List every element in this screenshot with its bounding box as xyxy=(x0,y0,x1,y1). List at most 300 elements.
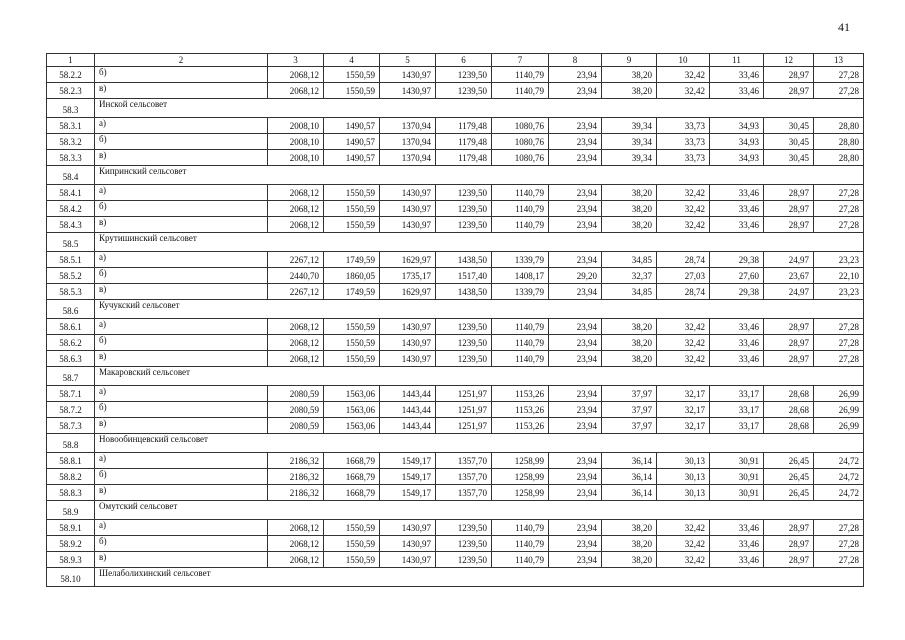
row-label: б) xyxy=(95,335,268,351)
value-cell: 1550,59 xyxy=(324,536,380,552)
row-label: б) xyxy=(95,268,268,284)
value-cell: 1430,97 xyxy=(380,83,436,99)
value-cell: 1357,70 xyxy=(436,485,492,501)
row-code: 58.2.2 xyxy=(47,67,95,83)
value-cell: 28,80 xyxy=(814,134,864,150)
table-row xyxy=(47,552,864,568)
row-code: 58.4.2 xyxy=(47,201,95,217)
row-label: б) xyxy=(95,134,268,150)
value-cell: 1140,79 xyxy=(492,201,549,217)
value-cell: 1517,40 xyxy=(436,268,492,284)
value-cell: 28,97 xyxy=(764,351,814,367)
value-cell: 33,46 xyxy=(710,536,764,552)
value-cell: 1668,79 xyxy=(324,453,380,469)
value-cell: 38,20 xyxy=(602,185,657,201)
value-cell: 26,99 xyxy=(814,386,864,402)
value-cell: 1550,59 xyxy=(324,67,380,83)
value-cell: 32,42 xyxy=(657,520,710,536)
value-cell: 30,13 xyxy=(657,485,710,501)
row-code: 58.9.2 xyxy=(47,536,95,552)
column-number-header: 6 xyxy=(436,54,492,67)
value-cell: 27,28 xyxy=(814,67,864,83)
section-row xyxy=(47,501,864,520)
value-cell: 1629,97 xyxy=(380,252,436,268)
row-label: б) xyxy=(95,402,268,418)
value-cell: 32,42 xyxy=(657,185,710,201)
value-cell: 28,97 xyxy=(764,552,814,568)
value-cell: 1140,79 xyxy=(492,217,549,233)
value-cell: 1430,97 xyxy=(380,319,436,335)
row-code: 58.3.2 xyxy=(47,134,95,150)
value-cell: 1563,06 xyxy=(324,418,380,434)
value-cell: 27,28 xyxy=(814,351,864,367)
value-cell: 33,46 xyxy=(710,520,764,536)
value-cell: 1550,59 xyxy=(324,185,380,201)
section-row xyxy=(47,166,864,185)
value-cell: 1239,50 xyxy=(436,67,492,83)
value-cell: 2186,32 xyxy=(268,485,324,501)
value-cell: 1550,59 xyxy=(324,201,380,217)
value-cell: 27,28 xyxy=(814,201,864,217)
value-cell: 38,20 xyxy=(602,217,657,233)
value-cell: 23,94 xyxy=(549,217,602,233)
value-cell: 1140,79 xyxy=(492,83,549,99)
value-cell: 1550,59 xyxy=(324,319,380,335)
row-label: в) xyxy=(95,485,268,501)
value-cell: 1080,76 xyxy=(492,118,549,134)
value-cell: 30,91 xyxy=(710,453,764,469)
value-cell: 1370,94 xyxy=(380,150,436,166)
value-cell: 24,97 xyxy=(764,252,814,268)
section-code: 58.6 xyxy=(47,300,95,319)
value-cell: 33,17 xyxy=(710,402,764,418)
value-cell: 1239,50 xyxy=(436,185,492,201)
value-cell: 38,20 xyxy=(602,67,657,83)
value-cell: 1239,50 xyxy=(436,520,492,536)
value-cell: 23,94 xyxy=(549,83,602,99)
value-cell: 39,34 xyxy=(602,150,657,166)
value-cell: 26,45 xyxy=(764,469,814,485)
value-cell: 1430,97 xyxy=(380,536,436,552)
value-cell: 1239,50 xyxy=(436,201,492,217)
value-cell: 23,23 xyxy=(814,252,864,268)
value-cell: 2068,12 xyxy=(268,201,324,217)
section-row xyxy=(47,434,864,453)
value-cell: 28,97 xyxy=(764,217,814,233)
value-cell: 2068,12 xyxy=(268,536,324,552)
table-row xyxy=(47,67,864,83)
value-cell: 23,94 xyxy=(549,520,602,536)
value-cell: 32,37 xyxy=(602,268,657,284)
value-cell: 1251,97 xyxy=(436,402,492,418)
row-label: в) xyxy=(95,83,268,99)
column-number-header: 3 xyxy=(268,54,324,67)
value-cell: 28,97 xyxy=(764,201,814,217)
value-cell: 26,99 xyxy=(814,402,864,418)
value-cell: 39,34 xyxy=(602,118,657,134)
value-cell: 1430,97 xyxy=(380,520,436,536)
value-cell: 28,74 xyxy=(657,284,710,300)
value-cell: 1251,97 xyxy=(436,386,492,402)
value-cell: 33,46 xyxy=(710,319,764,335)
value-cell: 1080,76 xyxy=(492,150,549,166)
value-cell: 1140,79 xyxy=(492,67,549,83)
value-cell: 33,46 xyxy=(710,67,764,83)
value-cell: 1408,17 xyxy=(492,268,549,284)
row-code: 58.8.3 xyxy=(47,485,95,501)
value-cell: 1258,99 xyxy=(492,469,549,485)
value-cell: 1140,79 xyxy=(492,351,549,367)
value-cell: 36,14 xyxy=(602,469,657,485)
section-row xyxy=(47,99,864,118)
section-code: 58.5 xyxy=(47,233,95,252)
value-cell: 23,94 xyxy=(549,185,602,201)
page-number: 41 xyxy=(838,20,850,34)
row-code: 58.7.2 xyxy=(47,402,95,418)
row-label: б) xyxy=(95,536,268,552)
value-cell: 28,97 xyxy=(764,67,814,83)
value-cell: 28,68 xyxy=(764,386,814,402)
value-cell: 23,94 xyxy=(549,469,602,485)
table-row xyxy=(47,520,864,536)
value-cell: 1258,99 xyxy=(492,453,549,469)
value-cell: 28,97 xyxy=(764,83,814,99)
value-cell: 26,99 xyxy=(814,418,864,434)
row-label: а) xyxy=(95,520,268,536)
row-label: б) xyxy=(95,469,268,485)
value-cell: 2008,10 xyxy=(268,118,324,134)
section-title: Шелаболихинский сельсовет xyxy=(95,568,864,587)
value-cell: 23,94 xyxy=(549,252,602,268)
value-cell: 1239,50 xyxy=(436,335,492,351)
value-cell: 1239,50 xyxy=(436,351,492,367)
tariff-table xyxy=(46,53,864,587)
value-cell: 23,67 xyxy=(764,268,814,284)
value-cell: 1140,79 xyxy=(492,552,549,568)
value-cell: 1443,44 xyxy=(380,402,436,418)
column-number-header: 12 xyxy=(764,54,814,67)
value-cell: 32,42 xyxy=(657,335,710,351)
column-number-header: 2 xyxy=(95,54,268,67)
table-row xyxy=(47,386,864,402)
value-cell: 2068,12 xyxy=(268,351,324,367)
value-cell: 1438,50 xyxy=(436,252,492,268)
value-cell: 1239,50 xyxy=(436,83,492,99)
value-cell: 1563,06 xyxy=(324,386,380,402)
value-cell: 23,94 xyxy=(549,485,602,501)
value-cell: 23,94 xyxy=(549,552,602,568)
value-cell: 1140,79 xyxy=(492,335,549,351)
value-cell: 1749,59 xyxy=(324,252,380,268)
value-cell: 2267,12 xyxy=(268,284,324,300)
value-cell: 2008,10 xyxy=(268,150,324,166)
value-cell: 1179,48 xyxy=(436,150,492,166)
value-cell: 23,94 xyxy=(549,201,602,217)
value-cell: 33,17 xyxy=(710,418,764,434)
section-code: 58.9 xyxy=(47,501,95,520)
value-cell: 36,14 xyxy=(602,485,657,501)
row-label: а) xyxy=(95,185,268,201)
value-cell: 24,72 xyxy=(814,485,864,501)
value-cell: 2068,12 xyxy=(268,83,324,99)
value-cell: 27,28 xyxy=(814,319,864,335)
value-cell: 33,73 xyxy=(657,150,710,166)
value-cell: 23,94 xyxy=(549,319,602,335)
value-cell: 38,20 xyxy=(602,552,657,568)
value-cell: 1251,97 xyxy=(436,418,492,434)
section-row xyxy=(47,233,864,252)
value-cell: 23,94 xyxy=(549,351,602,367)
value-cell: 37,97 xyxy=(602,402,657,418)
value-cell: 30,45 xyxy=(764,150,814,166)
column-number-header: 1 xyxy=(47,54,95,67)
value-cell: 39,34 xyxy=(602,134,657,150)
value-cell: 1179,48 xyxy=(436,118,492,134)
row-label: в) xyxy=(95,552,268,568)
value-cell: 1443,44 xyxy=(380,386,436,402)
value-cell: 33,46 xyxy=(710,217,764,233)
value-cell: 26,45 xyxy=(764,453,814,469)
value-cell: 1430,97 xyxy=(380,67,436,83)
table-row xyxy=(47,402,864,418)
value-cell: 1735,17 xyxy=(380,268,436,284)
value-cell: 27,28 xyxy=(814,520,864,536)
value-cell: 2267,12 xyxy=(268,252,324,268)
value-cell: 1490,57 xyxy=(324,134,380,150)
section-row xyxy=(47,568,864,587)
table-header-row xyxy=(47,54,864,67)
row-label: а) xyxy=(95,453,268,469)
value-cell: 1339,79 xyxy=(492,252,549,268)
value-cell: 28,80 xyxy=(814,118,864,134)
row-code: 58.9.3 xyxy=(47,552,95,568)
section-code: 58.3 xyxy=(47,99,95,118)
value-cell: 28,74 xyxy=(657,252,710,268)
table-row xyxy=(47,536,864,552)
value-cell: 34,85 xyxy=(602,252,657,268)
value-cell: 23,94 xyxy=(549,118,602,134)
value-cell: 27,28 xyxy=(814,552,864,568)
value-cell: 1443,44 xyxy=(380,418,436,434)
section-title: Омутский сельсовет xyxy=(95,501,864,520)
value-cell: 38,20 xyxy=(602,319,657,335)
value-cell: 32,42 xyxy=(657,536,710,552)
value-cell: 1550,59 xyxy=(324,217,380,233)
value-cell: 1140,79 xyxy=(492,536,549,552)
value-cell: 23,94 xyxy=(549,134,602,150)
value-cell: 28,68 xyxy=(764,402,814,418)
value-cell: 1860,05 xyxy=(324,268,380,284)
value-cell: 23,94 xyxy=(549,284,602,300)
value-cell: 2080,59 xyxy=(268,402,324,418)
value-cell: 32,42 xyxy=(657,217,710,233)
table-row xyxy=(47,284,864,300)
value-cell: 1430,97 xyxy=(380,201,436,217)
value-cell: 33,73 xyxy=(657,134,710,150)
value-cell: 27,28 xyxy=(814,83,864,99)
value-cell: 1239,50 xyxy=(436,536,492,552)
value-cell: 37,97 xyxy=(602,418,657,434)
value-cell: 30,91 xyxy=(710,485,764,501)
value-cell: 2068,12 xyxy=(268,520,324,536)
value-cell: 1563,06 xyxy=(324,402,380,418)
value-cell: 24,72 xyxy=(814,469,864,485)
value-cell: 32,42 xyxy=(657,552,710,568)
value-cell: 32,17 xyxy=(657,386,710,402)
section-row xyxy=(47,300,864,319)
value-cell: 2008,10 xyxy=(268,134,324,150)
row-code: 58.6.3 xyxy=(47,351,95,367)
value-cell: 2080,59 xyxy=(268,418,324,434)
row-code: 58.5.2 xyxy=(47,268,95,284)
value-cell: 1239,50 xyxy=(436,552,492,568)
section-title: Новообинцевский сельсовет xyxy=(95,434,864,453)
value-cell: 2080,59 xyxy=(268,386,324,402)
value-cell: 1179,48 xyxy=(436,134,492,150)
column-number-header: 4 xyxy=(324,54,380,67)
row-label: в) xyxy=(95,150,268,166)
value-cell: 32,42 xyxy=(657,319,710,335)
value-cell: 38,20 xyxy=(602,83,657,99)
column-number-header: 8 xyxy=(549,54,602,67)
value-cell: 1438,50 xyxy=(436,284,492,300)
value-cell: 33,17 xyxy=(710,386,764,402)
value-cell: 32,42 xyxy=(657,351,710,367)
value-cell: 1080,76 xyxy=(492,134,549,150)
value-cell: 30,13 xyxy=(657,453,710,469)
row-code: 58.3.3 xyxy=(47,150,95,166)
value-cell: 34,93 xyxy=(710,118,764,134)
value-cell: 1550,59 xyxy=(324,351,380,367)
column-number-header: 5 xyxy=(380,54,436,67)
row-code: 58.2.3 xyxy=(47,83,95,99)
value-cell: 30,45 xyxy=(764,118,814,134)
value-cell: 1490,57 xyxy=(324,118,380,134)
value-cell: 27,60 xyxy=(710,268,764,284)
table-row xyxy=(47,185,864,201)
section-row xyxy=(47,367,864,386)
row-label: б) xyxy=(95,67,268,83)
value-cell: 29,20 xyxy=(549,268,602,284)
value-cell: 1549,17 xyxy=(380,453,436,469)
section-code: 58.10 xyxy=(47,568,95,587)
value-cell: 2068,12 xyxy=(268,319,324,335)
value-cell: 23,94 xyxy=(549,67,602,83)
value-cell: 30,91 xyxy=(710,469,764,485)
value-cell: 27,28 xyxy=(814,185,864,201)
table-row xyxy=(47,217,864,233)
value-cell: 32,17 xyxy=(657,402,710,418)
row-code: 58.5.1 xyxy=(47,252,95,268)
value-cell: 33,46 xyxy=(710,201,764,217)
value-cell: 29,38 xyxy=(710,284,764,300)
value-cell: 1370,94 xyxy=(380,134,436,150)
section-code: 58.4 xyxy=(47,166,95,185)
table-row xyxy=(47,252,864,268)
value-cell: 1153,26 xyxy=(492,402,549,418)
value-cell: 34,85 xyxy=(602,284,657,300)
row-code: 58.4.3 xyxy=(47,217,95,233)
table-row xyxy=(47,268,864,284)
value-cell: 28,80 xyxy=(814,150,864,166)
value-cell: 28,97 xyxy=(764,335,814,351)
table-row xyxy=(47,335,864,351)
value-cell: 28,97 xyxy=(764,319,814,335)
value-cell: 29,38 xyxy=(710,252,764,268)
value-cell: 28,97 xyxy=(764,520,814,536)
value-cell: 1549,17 xyxy=(380,485,436,501)
value-cell: 23,94 xyxy=(549,402,602,418)
row-label: а) xyxy=(95,319,268,335)
row-code: 58.8.1 xyxy=(47,453,95,469)
value-cell: 1239,50 xyxy=(436,319,492,335)
value-cell: 27,28 xyxy=(814,536,864,552)
value-cell: 38,20 xyxy=(602,351,657,367)
value-cell: 2068,12 xyxy=(268,335,324,351)
row-label: в) xyxy=(95,418,268,434)
value-cell: 22,10 xyxy=(814,268,864,284)
table-row xyxy=(47,150,864,166)
row-label: б) xyxy=(95,201,268,217)
value-cell: 1140,79 xyxy=(492,185,549,201)
value-cell: 27,28 xyxy=(814,217,864,233)
value-cell: 34,93 xyxy=(710,150,764,166)
section-title: Крутишинский сельсовет xyxy=(95,233,864,252)
value-cell: 24,97 xyxy=(764,284,814,300)
value-cell: 23,94 xyxy=(549,418,602,434)
value-cell: 33,46 xyxy=(710,351,764,367)
value-cell: 28,97 xyxy=(764,536,814,552)
value-cell: 2440,70 xyxy=(268,268,324,284)
value-cell: 33,46 xyxy=(710,83,764,99)
value-cell: 2068,12 xyxy=(268,552,324,568)
value-cell: 32,42 xyxy=(657,201,710,217)
section-title: Макаровский сельсовет xyxy=(95,367,864,386)
value-cell: 37,97 xyxy=(602,386,657,402)
column-number-header: 11 xyxy=(710,54,764,67)
column-number-header: 7 xyxy=(492,54,549,67)
value-cell: 1140,79 xyxy=(492,520,549,536)
section-title: Кучукский сельсовет xyxy=(95,300,864,319)
value-cell: 1550,59 xyxy=(324,552,380,568)
table-row xyxy=(47,418,864,434)
row-code: 58.9.1 xyxy=(47,520,95,536)
row-label: а) xyxy=(95,118,268,134)
row-code: 58.7.1 xyxy=(47,386,95,402)
value-cell: 36,14 xyxy=(602,453,657,469)
value-cell: 1153,26 xyxy=(492,418,549,434)
row-code: 58.5.3 xyxy=(47,284,95,300)
value-cell: 1430,97 xyxy=(380,185,436,201)
value-cell: 23,94 xyxy=(549,453,602,469)
value-cell: 1430,97 xyxy=(380,335,436,351)
row-code: 58.3.1 xyxy=(47,118,95,134)
value-cell: 1153,26 xyxy=(492,386,549,402)
value-cell: 1258,99 xyxy=(492,485,549,501)
row-label: а) xyxy=(95,252,268,268)
table-row xyxy=(47,201,864,217)
value-cell: 1239,50 xyxy=(436,217,492,233)
value-cell: 1668,79 xyxy=(324,469,380,485)
table-body xyxy=(47,54,864,587)
row-label: в) xyxy=(95,284,268,300)
value-cell: 23,94 xyxy=(549,536,602,552)
value-cell: 1430,97 xyxy=(380,217,436,233)
value-cell: 2068,12 xyxy=(268,67,324,83)
row-label: в) xyxy=(95,217,268,233)
row-code: 58.8.2 xyxy=(47,469,95,485)
value-cell: 1339,79 xyxy=(492,284,549,300)
